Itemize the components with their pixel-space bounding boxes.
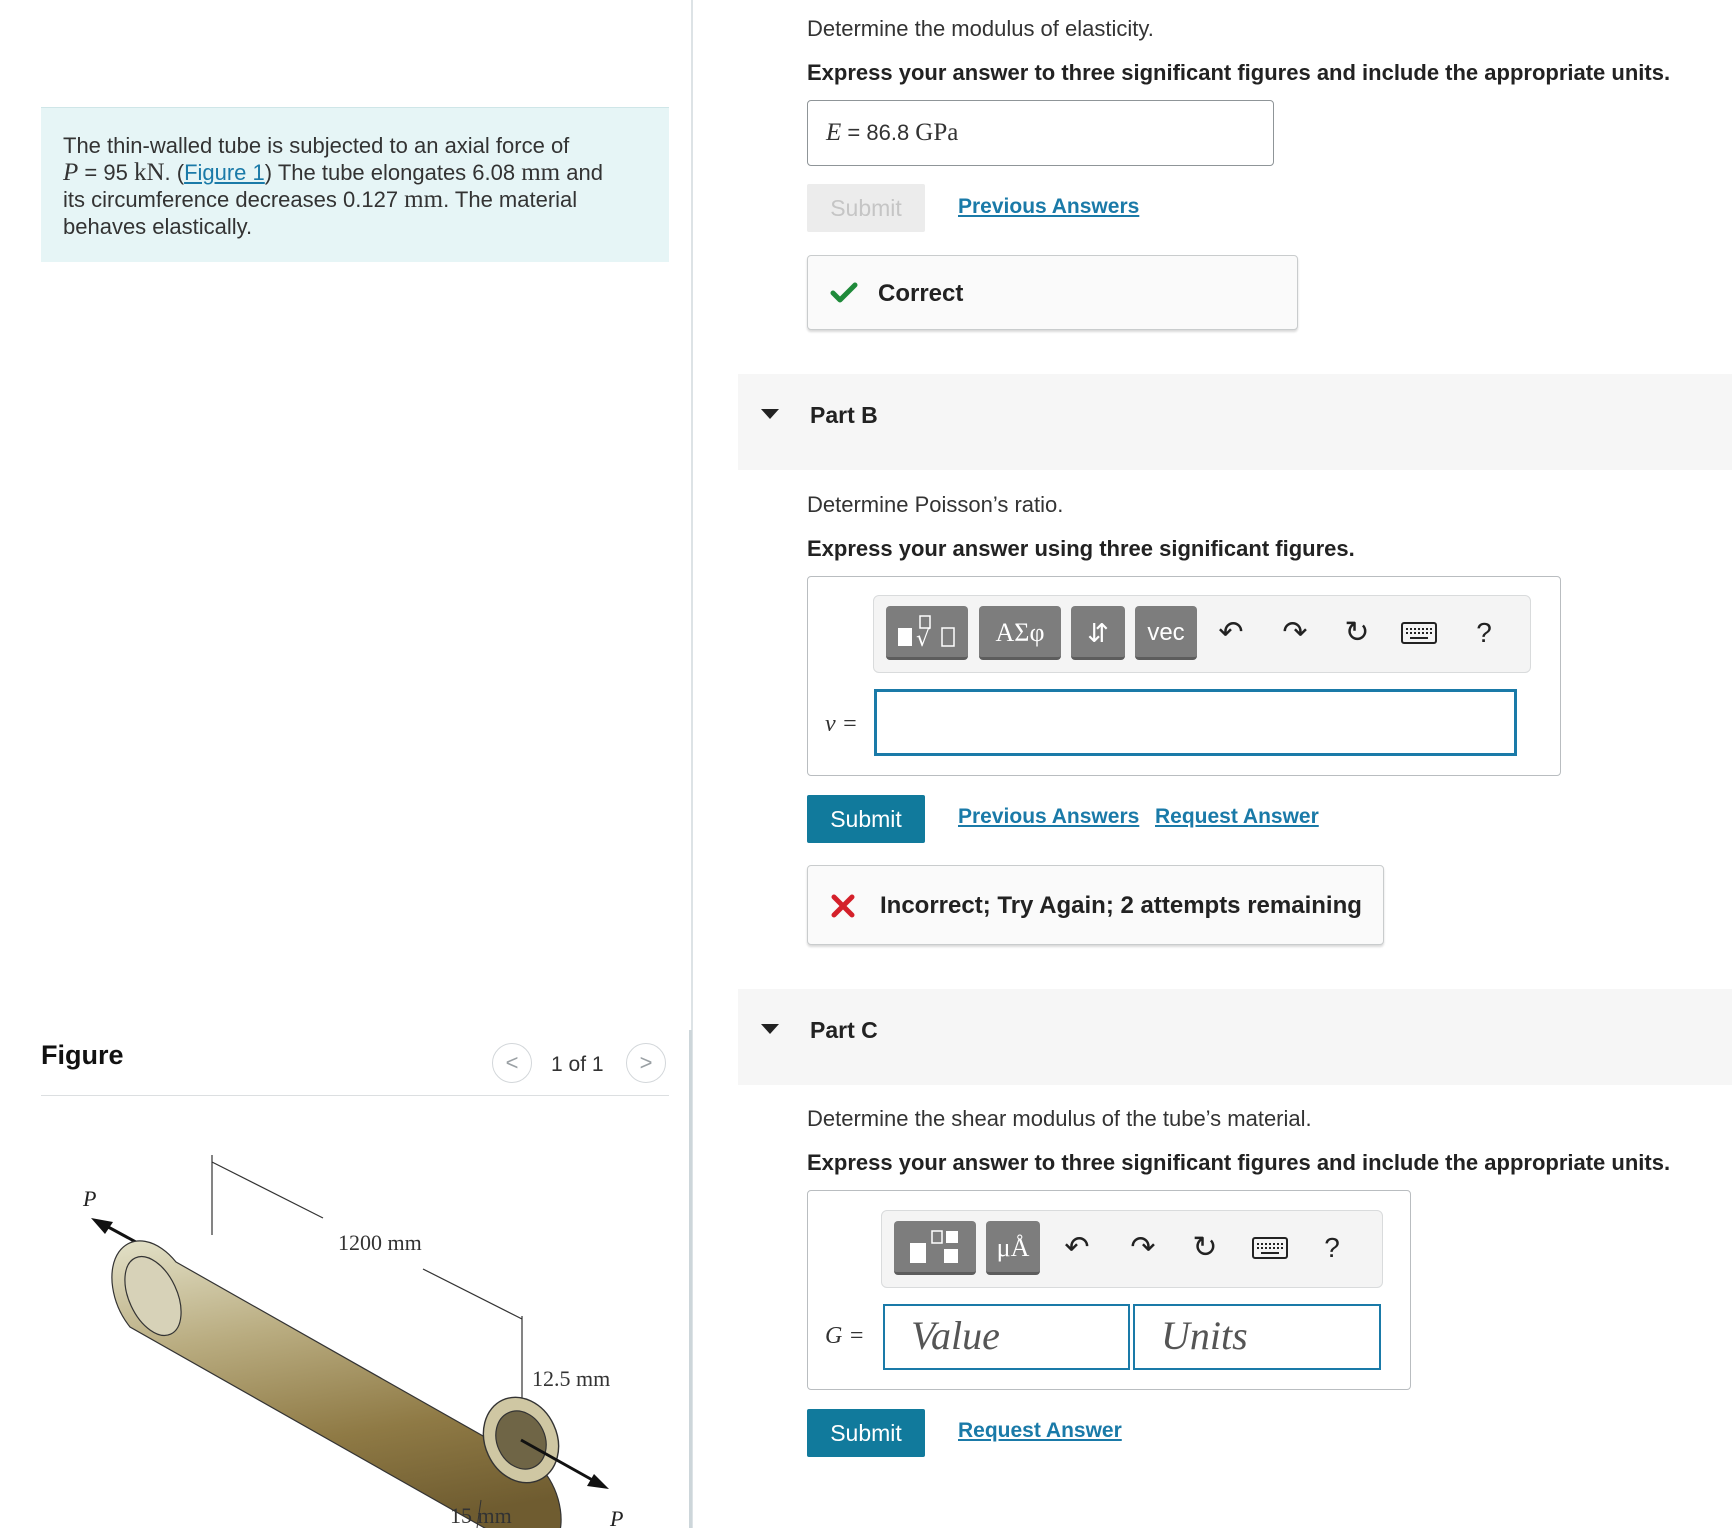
problem-text-line3-end: . The material — [443, 187, 578, 212]
tube-body — [112, 1241, 561, 1528]
partC-value-input[interactable] — [883, 1304, 1130, 1370]
partA-answer-equals: = — [841, 120, 867, 145]
chevron-right-icon: > — [639, 1050, 653, 1075]
partA-feedback-text: Correct — [878, 280, 964, 307]
problem-text-line3: its circumference decreases 0.127 — [63, 187, 405, 212]
partB-question: Determine Poisson’s ratio. — [807, 492, 1064, 517]
figure-title: Figure — [41, 1040, 124, 1070]
partB-title: Part B — [810, 402, 878, 428]
check-icon — [830, 281, 858, 305]
svg-text:√: √ — [916, 627, 931, 652]
arrowhead-left-icon — [91, 1218, 113, 1234]
figure-link[interactable]: Figure 1 — [184, 160, 265, 185]
redo-icon[interactable]: ↷ — [1130, 1231, 1156, 1264]
partA-answer-variable: E — [826, 119, 842, 146]
undo-icon[interactable]: ↶ — [1218, 616, 1244, 649]
partB-header[interactable] — [738, 374, 1732, 470]
partC-units-input[interactable] — [1133, 1304, 1381, 1370]
partA-answer-box — [807, 100, 1274, 166]
units-placeholder: Units — [1161, 1313, 1248, 1358]
elongation-unit: mm — [521, 159, 561, 186]
units-button[interactable]: μÅ — [986, 1221, 1040, 1275]
column-divider-accent — [689, 1030, 692, 1528]
partB-answer-input[interactable] — [874, 689, 1517, 756]
partC-instruction: Express your answer to three significant figures and include the appropriate units. — [807, 1150, 1671, 1175]
figure-next-button[interactable] — [626, 1043, 666, 1083]
tube-figure — [41, 1110, 681, 1528]
figure-divider — [41, 1095, 669, 1096]
partB-variable-label: ν = — [825, 711, 858, 737]
problem-and: and — [560, 160, 603, 185]
subscript-button[interactable]: ⇵ — [1071, 606, 1125, 660]
partB-collapse-icon[interactable] — [761, 409, 779, 419]
reset-icon[interactable]: ↻ — [1344, 616, 1370, 649]
partB-request-answer-link[interactable]: Request Answer — [1155, 805, 1319, 828]
x-icon — [830, 893, 856, 919]
partA-previous-answers-link[interactable]: Previous Answers — [958, 195, 1140, 218]
arrowhead-right-icon — [587, 1474, 609, 1489]
keyboard-icon[interactable] — [1248, 1221, 1292, 1275]
help-icon[interactable]: ? — [1324, 1232, 1340, 1263]
label-length: 1200 mm — [338, 1230, 422, 1255]
force-unit: kN — [133, 159, 165, 186]
keyboard-icon[interactable] — [1397, 606, 1441, 660]
redo-icon[interactable]: ↷ — [1282, 616, 1308, 649]
partB-instruction: Express your answer using three significant figures. — [807, 536, 1355, 561]
force-variable: P — [63, 159, 79, 186]
partB-feedback — [807, 865, 1384, 945]
partB-submit-button[interactable]: Submit — [807, 795, 925, 843]
dim-line-a — [212, 1162, 323, 1218]
templates-button[interactable] — [894, 1221, 976, 1275]
undo-icon[interactable]: ↶ — [1064, 1231, 1090, 1264]
label-inner: 15 mm — [450, 1503, 512, 1528]
problem-punct: . ( — [164, 160, 185, 185]
problem-text-line1: The thin-walled tube is subjected to an axial force of — [63, 133, 570, 158]
label-p-bottom: P — [610, 1506, 624, 1528]
vector-button[interactable]: vec — [1135, 606, 1197, 660]
force-equals: = 95 — [78, 160, 134, 185]
problem-text-line4: behaves elastically. — [63, 214, 253, 239]
partB-previous-answers-link[interactable]: Previous Answers — [958, 805, 1140, 828]
partB-toolbar — [873, 595, 1531, 673]
circumference-unit: mm — [404, 186, 444, 213]
reset-icon[interactable]: ↻ — [1192, 1231, 1218, 1264]
figure-counter: 1 of 1 — [551, 1053, 604, 1076]
partA-feedback — [807, 255, 1298, 330]
partC-toolbar — [881, 1210, 1383, 1288]
greek-symbols-button[interactable]: ΑΣφ — [979, 606, 1061, 660]
partC-title: Part C — [810, 1017, 878, 1043]
partA-instruction: Express your answer to three significant figures and include the appropriate units. — [807, 60, 1671, 85]
figure-prev-button[interactable] — [492, 1043, 532, 1083]
partC-request-answer-link[interactable]: Request Answer — [958, 1419, 1122, 1442]
partC-question: Determine the shear modulus of the tube’s material. — [807, 1106, 1312, 1131]
dim-line-b — [423, 1269, 522, 1319]
problem-statement — [41, 107, 669, 262]
value-placeholder: Value — [911, 1313, 1000, 1358]
problem-text-line2: ) The tube elongates 6.08 — [264, 160, 522, 185]
partA-answer-unit: GPa — [915, 119, 959, 146]
partC-header[interactable] — [738, 989, 1732, 1085]
partB-feedback-text: Incorrect; Try Again; 2 attempts remaining — [880, 892, 1362, 919]
partA-submit-button[interactable]: Submit — [807, 184, 925, 232]
partC-variable-label: G = — [825, 1323, 865, 1349]
partC-submit-button[interactable]: Submit — [807, 1409, 925, 1457]
partA-question: Determine the modulus of elasticity. — [807, 16, 1154, 41]
partA-answer-value: 86.8 — [866, 120, 916, 145]
templates-icon — [908, 1229, 962, 1267]
label-outer: 12.5 mm — [532, 1366, 611, 1391]
templates-button[interactable] — [886, 606, 968, 660]
help-icon[interactable]: ? — [1476, 617, 1492, 648]
partC-collapse-icon[interactable] — [761, 1024, 779, 1034]
label-p-top: P — [83, 1186, 97, 1211]
templates-icon — [896, 614, 960, 652]
chevron-left-icon: < — [505, 1050, 519, 1075]
